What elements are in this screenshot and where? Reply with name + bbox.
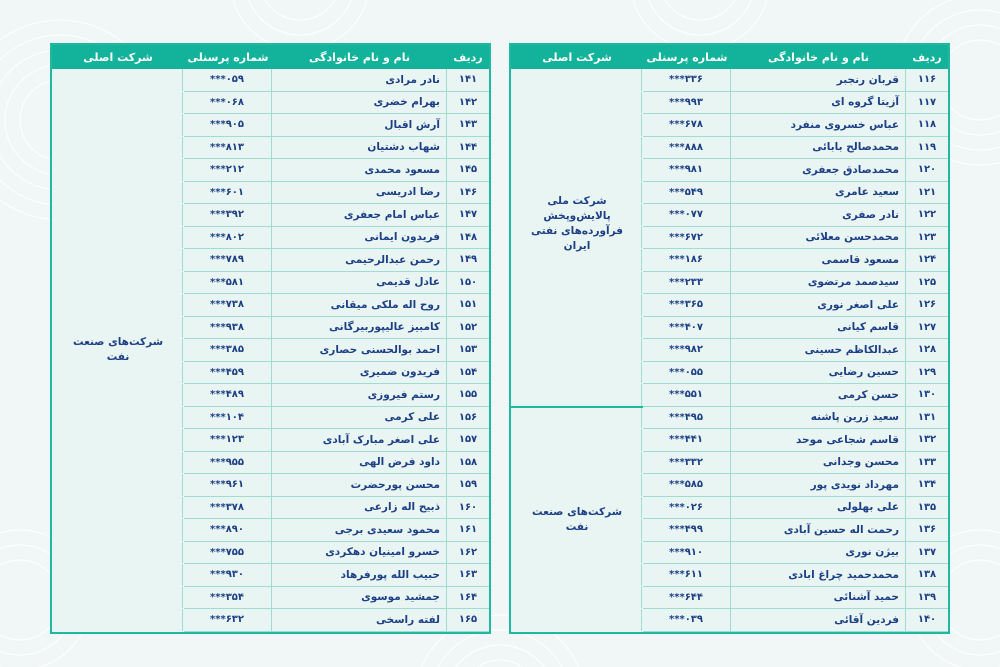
- row-name: علی بهلولی: [730, 497, 905, 519]
- row-name: جمشید موسوی: [271, 587, 446, 609]
- table-row: [184, 452, 489, 475]
- table-row: [184, 159, 489, 182]
- row-personnel-number: ***۴۸۹: [182, 384, 271, 406]
- row-personnel-number: ***۲۱۲: [182, 159, 271, 181]
- row-index: ۱۴۵: [446, 159, 489, 181]
- company-cell: شرکت‌های صنعت نفت: [511, 406, 643, 631]
- header-name: نام و نام خانوادگی: [768, 50, 869, 64]
- row-name: نادر صفری: [730, 204, 905, 226]
- row-index: ۱۲۲: [905, 204, 948, 226]
- row-index: ۱۵۰: [446, 272, 489, 294]
- table-row: [184, 362, 489, 385]
- row-personnel-number: ***۳۶۵: [641, 294, 730, 316]
- table-row: [643, 137, 948, 160]
- table-row: [184, 407, 489, 430]
- row-personnel-number: ***۸۹۰: [182, 519, 271, 541]
- row-index: ۱۳۰: [905, 384, 948, 406]
- row-index: ۱۳۴: [905, 474, 948, 496]
- row-name: خسرو امینیان دهکردی: [271, 542, 446, 564]
- row-name: حبیب الله پورفرهاد: [271, 564, 446, 586]
- row-index: ۱۲۸: [905, 339, 948, 361]
- table-row: [643, 182, 948, 205]
- table-row: [643, 474, 948, 497]
- row-personnel-number: ***۴۰۷: [641, 317, 730, 339]
- row-index: ۱۶۰: [446, 497, 489, 519]
- row-index: ۱۲۶: [905, 294, 948, 316]
- row-personnel-number: ***۰۳۹: [641, 609, 730, 631]
- table-row: [184, 339, 489, 362]
- row-index: ۱۵۹: [446, 474, 489, 496]
- table-row: [643, 362, 948, 385]
- row-index: ۱۱۹: [905, 137, 948, 159]
- row-index: ۱۵۸: [446, 452, 489, 474]
- row-personnel-number: ***۱۸۶: [641, 249, 730, 271]
- row-index: ۱۲۰: [905, 159, 948, 181]
- table-row: [643, 69, 948, 92]
- row-name: آرش اقبال: [271, 114, 446, 136]
- row-index: ۱۶۲: [446, 542, 489, 564]
- row-personnel-number: ***۴۵۹: [182, 362, 271, 384]
- header-name: نام و نام خانوادگی: [309, 50, 410, 64]
- table-header: [52, 45, 489, 69]
- row-name: رضا ادریسی: [271, 182, 446, 204]
- row-name: قاسم شجاعی موحد: [730, 429, 905, 451]
- header-company: شرکت اصلی: [542, 50, 612, 64]
- row-index: ۱۳۳: [905, 452, 948, 474]
- row-name: بهرام خضری: [271, 92, 446, 114]
- table-row: [643, 519, 948, 542]
- row-name: حسین رضایی: [730, 362, 905, 384]
- company-cell: شرکت‌های صنعت نفت: [72, 336, 164, 363]
- header-index: ردیف: [453, 50, 483, 64]
- row-personnel-number: ***۳۸۵: [182, 339, 271, 361]
- company-column: [511, 69, 643, 632]
- row-personnel-number: ***۱۲۳: [182, 429, 271, 451]
- row-personnel-number: ***۳۹۲: [182, 204, 271, 226]
- row-personnel-number: ***۹۱۰: [641, 542, 730, 564]
- row-index: ۱۴۴: [446, 137, 489, 159]
- row-personnel-number: ***۵۵۱: [641, 384, 730, 406]
- table-row: [184, 519, 489, 542]
- row-personnel-number: ***۶۱۱: [641, 564, 730, 586]
- row-index: ۱۱۷: [905, 92, 948, 114]
- row-personnel-number: ***۷۸۹: [182, 249, 271, 271]
- row-personnel-number: ***۴۹۹: [641, 519, 730, 541]
- row-personnel-number: ***۰۲۶: [641, 497, 730, 519]
- row-name: سیدصمد مرتضوی: [730, 272, 905, 294]
- row-personnel-number: ***۲۳۳: [641, 272, 730, 294]
- row-name: مهرداد نویدی پور: [730, 474, 905, 496]
- table-row: [643, 272, 948, 295]
- row-personnel-number: ***۴۹۵: [641, 407, 730, 429]
- row-personnel-number: ***۳۳۶: [641, 69, 730, 91]
- row-name: مسعود قاسمی: [730, 249, 905, 271]
- table-row: [643, 92, 948, 115]
- table-row: [643, 114, 948, 137]
- row-index: ۱۶۳: [446, 564, 489, 586]
- row-name: شهاب دشتیان: [271, 137, 446, 159]
- rows: [184, 69, 489, 632]
- header-index: ردیف: [912, 50, 942, 64]
- row-personnel-number: ***۶۳۲: [182, 609, 271, 631]
- row-index: ۱۳۷: [905, 542, 948, 564]
- row-personnel-number: ***۳۵۴: [182, 587, 271, 609]
- row-index: ۱۲۱: [905, 182, 948, 204]
- table-row: [643, 249, 948, 272]
- row-name: احمد بوالحسنی حصاری: [271, 339, 446, 361]
- row-personnel-number: ***۰۶۸: [182, 92, 271, 114]
- table-row: [643, 339, 948, 362]
- row-index: ۱۳۱: [905, 407, 948, 429]
- table-row: [184, 384, 489, 407]
- row-index: ۱۵۷: [446, 429, 489, 451]
- table-row: [643, 294, 948, 317]
- table-row: [643, 407, 948, 430]
- table-row: [643, 609, 948, 632]
- row-name: فردین آقائی: [730, 609, 905, 631]
- row-index: ۱۳۹: [905, 587, 948, 609]
- row-personnel-number: ***۹۳۰: [182, 564, 271, 586]
- row-name: فریدون ضمیری: [271, 362, 446, 384]
- row-personnel-number: ***۰۷۷: [641, 204, 730, 226]
- row-index: ۱۴۷: [446, 204, 489, 226]
- row-personnel-number: ***۶۴۴: [641, 587, 730, 609]
- table-row: [643, 204, 948, 227]
- row-index: ۱۳۸: [905, 564, 948, 586]
- row-name: رحمت اله حسین آبادی: [730, 519, 905, 541]
- row-name: سعید عامری: [730, 182, 905, 204]
- row-name: داود فرض الهی: [271, 452, 446, 474]
- row-personnel-number: ***۹۰۵: [182, 114, 271, 136]
- row-name: محمدصادق جعفری: [730, 159, 905, 181]
- row-index: ۱۴۱: [446, 69, 489, 91]
- table-row: [643, 452, 948, 475]
- table-row: [643, 384, 948, 407]
- row-personnel-number: ***۹۶۱: [182, 474, 271, 496]
- row-index: ۱۱۶: [905, 69, 948, 91]
- row-personnel-number: ***۵۸۱: [182, 272, 271, 294]
- row-name: محسن وجدانی: [730, 452, 905, 474]
- company-column: [52, 69, 184, 632]
- row-name: فریدون ایمانی: [271, 227, 446, 249]
- row-index: ۱۵۶: [446, 407, 489, 429]
- row-name: حسن کرمی: [730, 384, 905, 406]
- row-name: بیژن نوری: [730, 542, 905, 564]
- row-name: نادر مرادی: [271, 69, 446, 91]
- row-index: ۱۱۸: [905, 114, 948, 136]
- row-name: علی اصغر نوری: [730, 294, 905, 316]
- row-personnel-number: ***۶۷۸: [641, 114, 730, 136]
- table-row: [184, 474, 489, 497]
- row-personnel-number: ***۳۷۸: [182, 497, 271, 519]
- row-name: کامبیز عالیپوربیرگانی: [271, 317, 446, 339]
- row-name: محسن پورحضرت: [271, 474, 446, 496]
- row-personnel-number: ***۱۰۴: [182, 407, 271, 429]
- row-name: علی کرمی: [271, 407, 446, 429]
- rows: [643, 69, 948, 632]
- header-personnel: شماره پرسنلی: [646, 50, 728, 64]
- company-cell: شرکت ملی پالایش‌وپخش فرآورده‌های نفتی ایران: [530, 194, 624, 252]
- table-row: [184, 429, 489, 452]
- row-personnel-number: ***۹۳۸: [182, 317, 271, 339]
- table-row: [184, 272, 489, 295]
- table-row: [184, 92, 489, 115]
- row-name: عبدالکاظم حسینی: [730, 339, 905, 361]
- row-personnel-number: ***۸۰۲: [182, 227, 271, 249]
- row-name: لفته راسخی: [271, 609, 446, 631]
- left-table: [50, 43, 491, 634]
- row-name: روح اله ملکی میقانی: [271, 294, 446, 316]
- row-name: محمود سعیدی برجی: [271, 519, 446, 541]
- row-index: ۱۲۹: [905, 362, 948, 384]
- row-index: ۱۳۵: [905, 497, 948, 519]
- row-index: ۱۴۲: [446, 92, 489, 114]
- row-index: ۱۶۱: [446, 519, 489, 541]
- row-index: ۱۴۸: [446, 227, 489, 249]
- row-name: عباس خسروی منفرد: [730, 114, 905, 136]
- row-index: ۱۲۴: [905, 249, 948, 271]
- row-name: عباس امام جعفری: [271, 204, 446, 226]
- row-personnel-number: ***۹۸۱: [641, 159, 730, 181]
- row-name: سعید زرین پاشنه: [730, 407, 905, 429]
- row-personnel-number: ***۶۷۲: [641, 227, 730, 249]
- row-personnel-number: ***۰۵۹: [182, 69, 271, 91]
- header-company: شرکت اصلی: [83, 50, 153, 64]
- table-row: [643, 317, 948, 340]
- row-personnel-number: ***۵۴۹: [641, 182, 730, 204]
- row-index: ۱۴۰: [905, 609, 948, 631]
- row-index: ۱۲۵: [905, 272, 948, 294]
- row-personnel-number: ***۳۳۲: [641, 452, 730, 474]
- row-index: ۱۳۶: [905, 519, 948, 541]
- row-name: رستم فیروزی: [271, 384, 446, 406]
- row-index: ۱۴۹: [446, 249, 489, 271]
- row-name: محمدحمید چراغ ابادی: [730, 564, 905, 586]
- row-name: رحمن عبدالرحیمی: [271, 249, 446, 271]
- table-row: [643, 587, 948, 610]
- row-index: ۱۵۱: [446, 294, 489, 316]
- row-index: ۱۲۷: [905, 317, 948, 339]
- row-personnel-number: ***۰۵۵: [641, 362, 730, 384]
- row-index: ۱۴۶: [446, 182, 489, 204]
- table-row: [184, 564, 489, 587]
- table-row: [184, 204, 489, 227]
- row-personnel-number: ***۴۴۱: [641, 429, 730, 451]
- row-name: قاسم کیانی: [730, 317, 905, 339]
- row-index: ۱۴۳: [446, 114, 489, 136]
- row-index: ۱۵۲: [446, 317, 489, 339]
- table-row: [643, 429, 948, 452]
- table-row: [184, 137, 489, 160]
- table-row: [184, 317, 489, 340]
- row-personnel-number: ***۹۸۲: [641, 339, 730, 361]
- row-name: محمدصالح بابائی: [730, 137, 905, 159]
- row-personnel-number: ***۹۵۵: [182, 452, 271, 474]
- row-index: ۱۶۵: [446, 609, 489, 631]
- row-index: ۱۶۴: [446, 587, 489, 609]
- row-index: ۱۲۳: [905, 227, 948, 249]
- row-name: قربان رنجبر: [730, 69, 905, 91]
- row-name: آزیتا گروه ای: [730, 92, 905, 114]
- row-name: محمدحسن معلائی: [730, 227, 905, 249]
- row-personnel-number: ***۵۸۵: [641, 474, 730, 496]
- row-personnel-number: ***۸۱۳: [182, 137, 271, 159]
- row-name: مسعود محمدی: [271, 159, 446, 181]
- table-row: [184, 497, 489, 520]
- right-table: [509, 43, 950, 634]
- row-personnel-number: ***۷۵۵: [182, 542, 271, 564]
- row-personnel-number: ***۸۸۸: [641, 137, 730, 159]
- row-personnel-number: ***۶۰۱: [182, 182, 271, 204]
- table-row: [184, 542, 489, 565]
- table-row: [184, 227, 489, 250]
- row-name: حمید آشنائی: [730, 587, 905, 609]
- row-index: ۱۵۴: [446, 362, 489, 384]
- row-name: علی اصغر مبارک آبادی: [271, 429, 446, 451]
- header-personnel: شماره پرسنلی: [187, 50, 269, 64]
- table-row: [643, 542, 948, 565]
- row-name: عادل قدیمی: [271, 272, 446, 294]
- row-index: ۱۵۳: [446, 339, 489, 361]
- table-row: [184, 294, 489, 317]
- table-row: [184, 587, 489, 610]
- table-row: [643, 227, 948, 250]
- table-header: [511, 45, 948, 69]
- table-row: [643, 497, 948, 520]
- table-row: [184, 182, 489, 205]
- table-row: [184, 249, 489, 272]
- table-row: [184, 114, 489, 137]
- row-index: ۱۳۲: [905, 429, 948, 451]
- table-row: [643, 159, 948, 182]
- table-row: [643, 564, 948, 587]
- row-name: ذبیح اله زارعی: [271, 497, 446, 519]
- row-personnel-number: ***۷۳۸: [182, 294, 271, 316]
- table-row: [184, 69, 489, 92]
- row-index: ۱۵۵: [446, 384, 489, 406]
- table-row: [184, 609, 489, 632]
- row-personnel-number: ***۹۹۳: [641, 92, 730, 114]
